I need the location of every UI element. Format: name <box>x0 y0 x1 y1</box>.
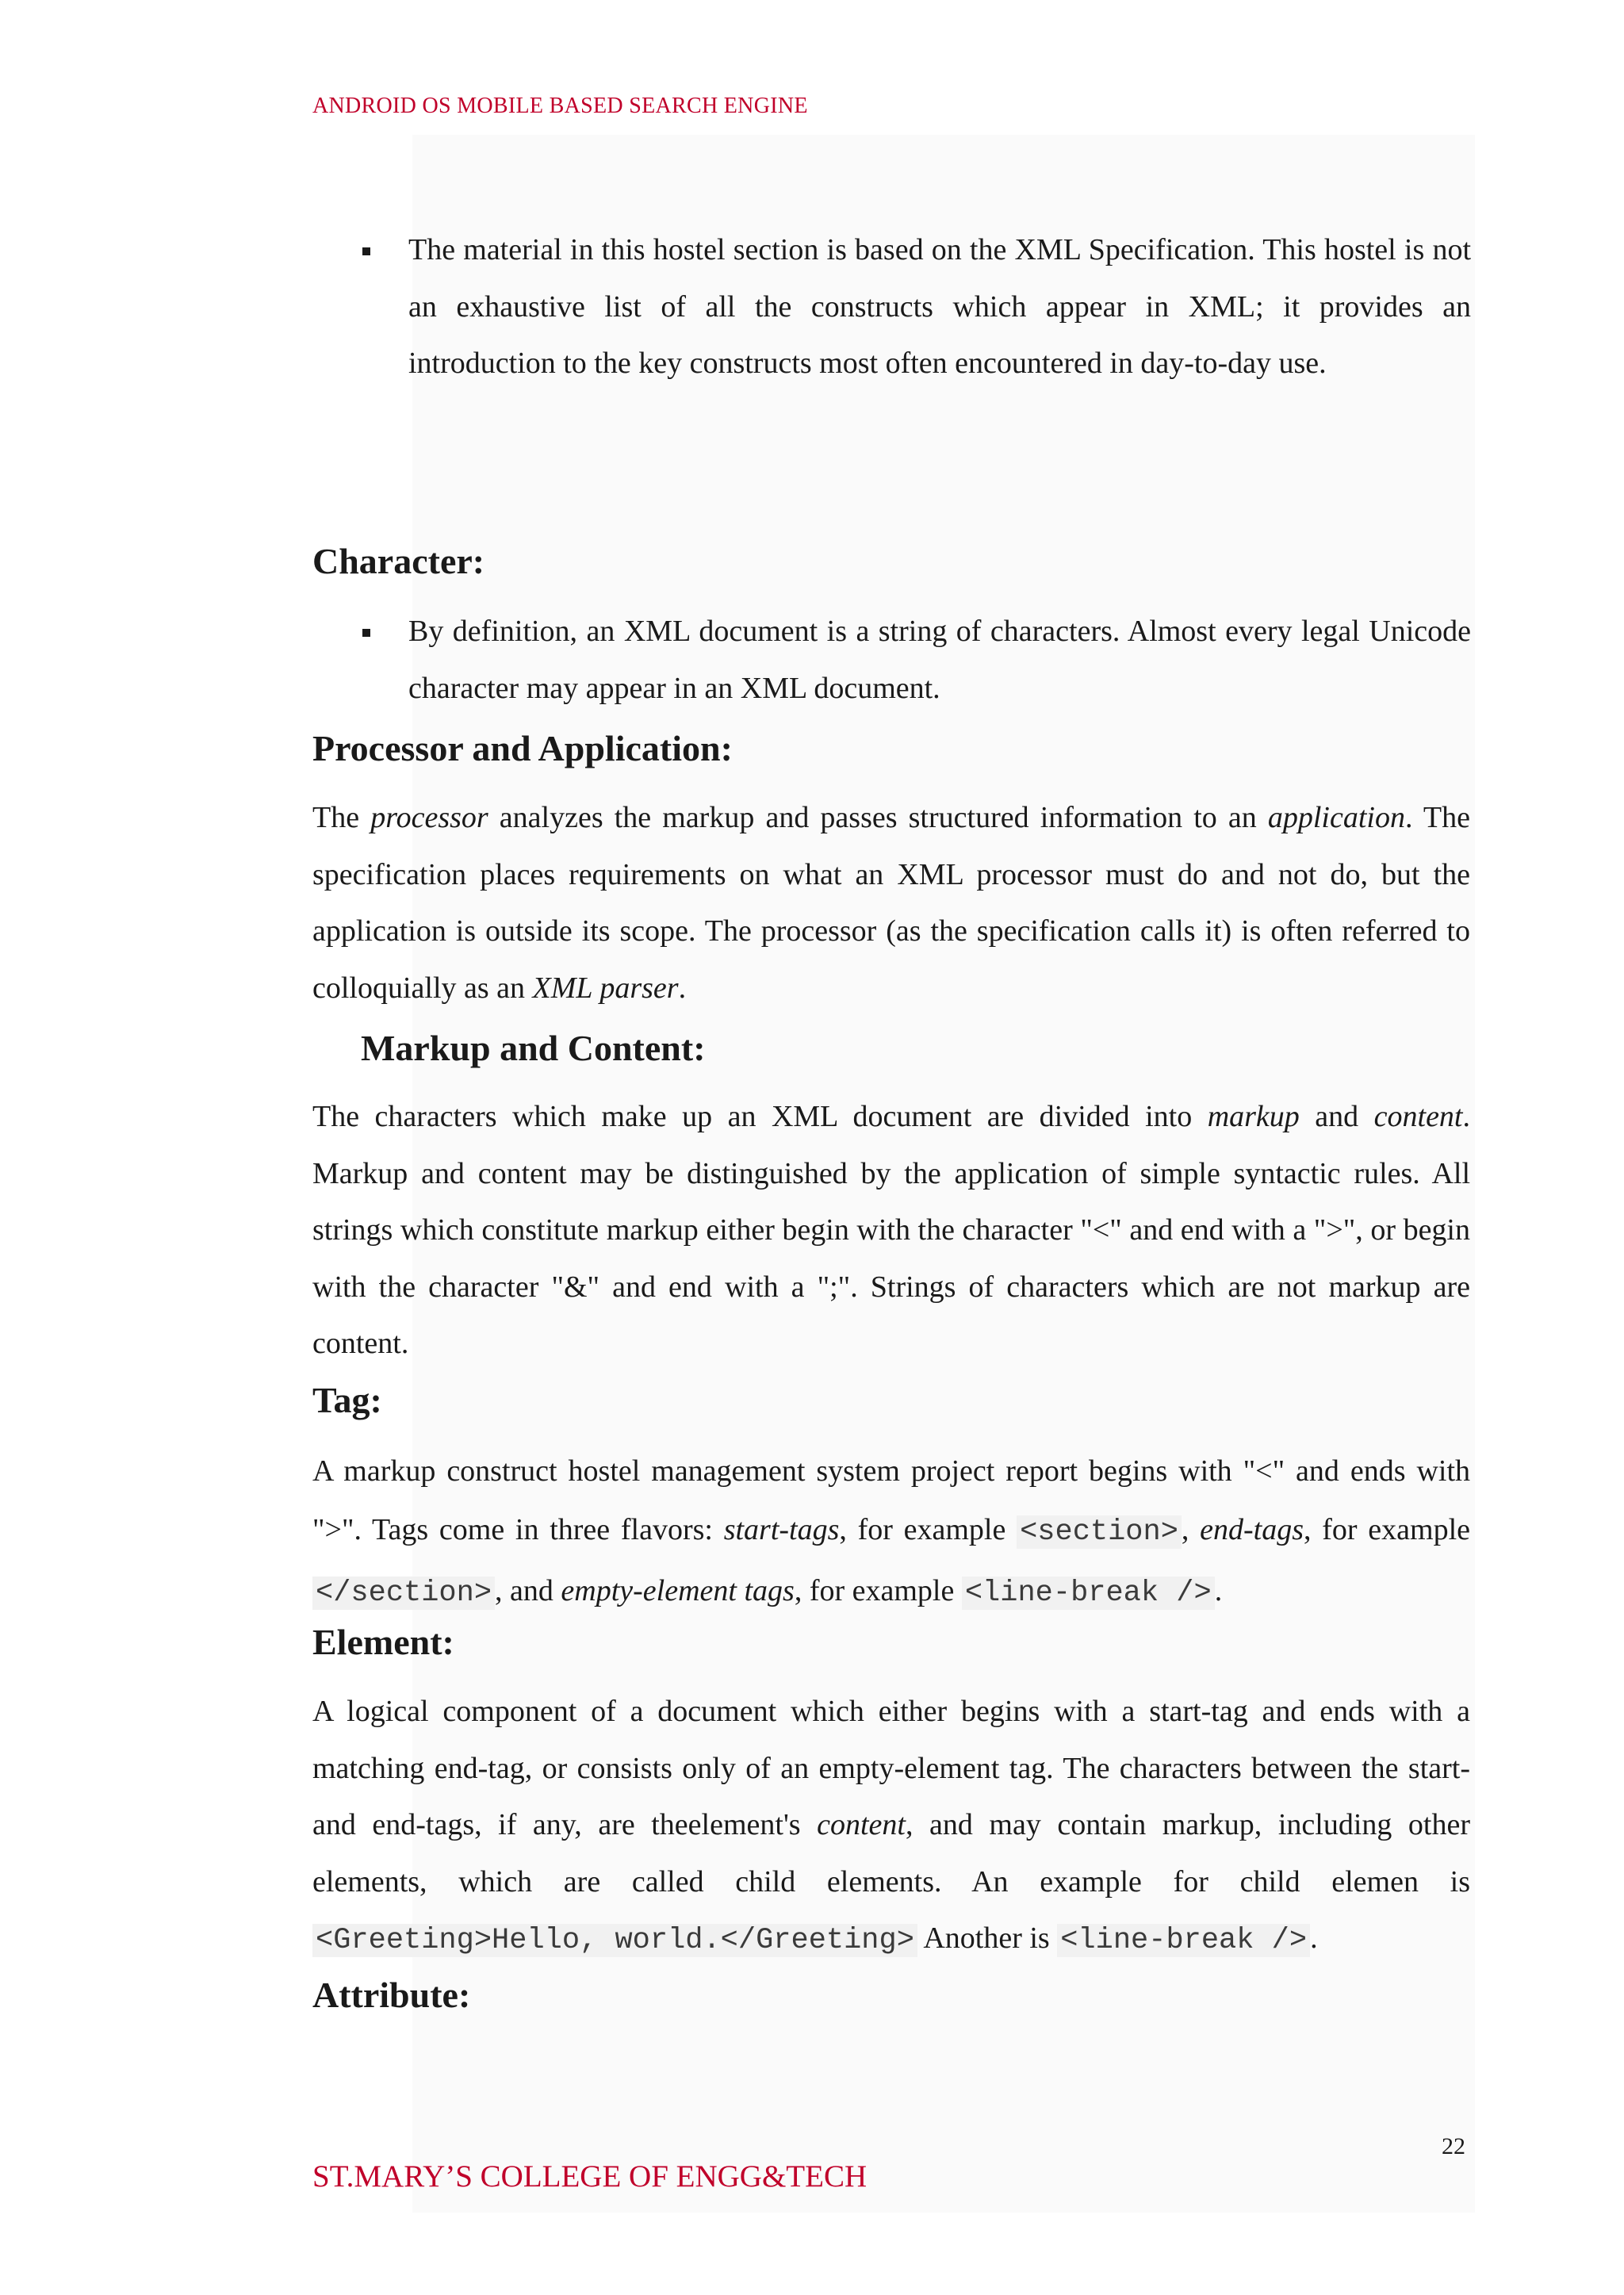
tag-paragraph: A markup construct hostel management system project report begins with "<" and ends with ">". Tags come in three flavors: start-tags, for example <section> , end-tags, for example </section> , and empty-element tags, for example <line-break /> . <box>312 1454 1470 1610</box>
section-heading-element: Element: <box>312 1622 454 1662</box>
running-footer: ST.MARY’S COLLEGE OF ENGG&TECH <box>312 2159 868 2193</box>
bullet-icon <box>362 247 370 255</box>
section-heading-character: Character: <box>312 541 485 581</box>
markup-paragraph: The characters which make up an XML document are divided into markup and content. Markup and content may be distinguished by the application of simple syntactic rules. All strings which constitute markup either begin with the character "<" and end with a ">", or begin with the character "&" and end with a ";". Strings of characters which are not markup are content. <box>312 1100 1470 1360</box>
code-snippet: <line-break /> <box>962 1577 1215 1610</box>
section-heading-markup: Markup and Content: <box>361 1028 706 1068</box>
code-snippet: <Greeting>Hello, world.</Greeting> <box>312 1924 917 1957</box>
code-snippet: <line-break /> <box>1057 1924 1310 1957</box>
processor-paragraph: The processor analyzes the markup and passes structured information to an application. The specification places requirements on what an XML processor must do and not do, but the application is outside its scope. The processor (as the specification calls it) is often referred to colloquially as an XML parser. <box>312 801 1470 1005</box>
section-heading-attribute: Attribute: <box>312 1975 471 2015</box>
character-bullet-text: By definition, an XML document is a string of characters. Almost every legal Unicode character may appear in an XML document. <box>408 615 1471 705</box>
running-header: ANDROID OS MOBILE BASED SEARCH ENGINE <box>312 94 808 118</box>
code-snippet: </section> <box>312 1577 495 1610</box>
section-heading-processor: Processor and Application: <box>312 728 733 768</box>
bullet-icon <box>362 629 370 637</box>
page-number: 22 <box>1442 2133 1465 2159</box>
element-paragraph: A logical component of a document which either begins with a start-tag and ends with a matching end-tag, or consists only of an empty-element tag. The characters between the start- and end-tags, if any, are theelement's content, and may contain markup, including other elements, which are called child elements. An example for child elemen is <Greeting>Hello, world.</Greeting> Another is <line-break /> . <box>312 1695 1470 1957</box>
intro-bullet-text: The material in this hostel section is based on the XML Specification. This hostel is not an exhaustive list of all the constructs which appear in XML; it provides an introduction to the key constructs most often encountered in day-to-day use. <box>408 233 1471 380</box>
code-snippet: <section> <box>1017 1515 1182 1549</box>
section-heading-tag: Tag: <box>312 1380 382 1420</box>
